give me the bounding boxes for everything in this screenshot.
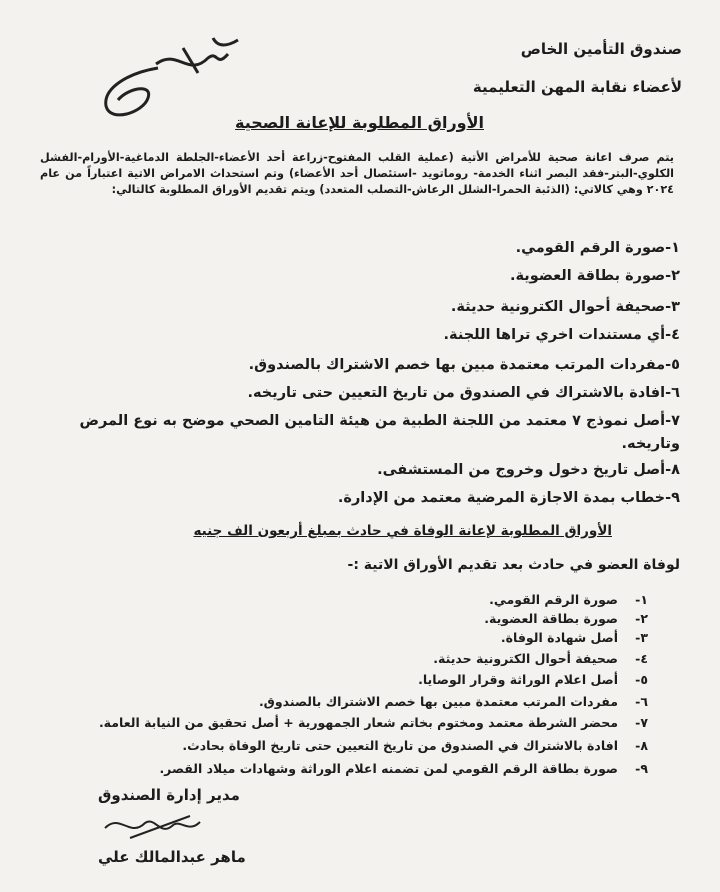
list-item: ٤-أي مستندات اخري تراها اللجنة. bbox=[443, 327, 680, 343]
list-item: ٨-أصل تاريخ دخول وخروج من المستشفى. bbox=[377, 462, 680, 478]
section2-title: الأوراق المطلوبة لإعانة الوفاة في حادث بمبلغ أربعون الف جنيه bbox=[193, 523, 612, 539]
list-item: ٦-مفردات المرتب معتمدة مبين بها خصم الاشتراك بالصندوق. bbox=[258, 694, 648, 709]
section2-subtitle: لوفاة العضو في حادث بعد تقديم الأوراق الاتية :- bbox=[347, 557, 680, 573]
fund-name: صندوق التأمين الخاص bbox=[520, 40, 682, 58]
list-item: ٧-أصل نموذج ٧ معتمد من اللجنة الطبية من هيئة التامين الصحي موضح به نوع المرض bbox=[79, 413, 680, 429]
list-item: ١-صورة الرقم القومي. bbox=[489, 592, 648, 607]
list-item: ٨-افادة بالاشتراك في الصندوق من تاريخ التعيين حتى تاريخ الوفاة بحادث. bbox=[182, 738, 648, 753]
list-item: ٥-مفردات المرتب معتمدة مبين بها خصم الاشتراك بالصندوق. bbox=[248, 357, 680, 373]
list-item: ٣-أصل شهادة الوفاة. bbox=[500, 630, 648, 645]
list-item: ٩-خطاب بمدة الاجازة المرضية معتمد من الإدارة. bbox=[337, 490, 680, 506]
list-item: ٣-صحيفة أحوال الكترونية حديثة. bbox=[450, 299, 680, 315]
signer-role: مدير إدارة الصندوق bbox=[98, 786, 240, 804]
signature-icon bbox=[100, 808, 220, 848]
list-item: ٢-صورة بطاقة العضوية. bbox=[484, 611, 648, 626]
syndicate-name: لأعضاء نقابة المهن التعليمية bbox=[472, 78, 682, 96]
handwritten-annotation-icon bbox=[88, 28, 248, 118]
section1-title: الأوراق المطلوبة للإعانة الصحية bbox=[235, 113, 484, 132]
list-item: ٥-أصل اعلام الوراثة وقرار الوصايا. bbox=[418, 672, 648, 687]
signer-name: ماهر عبدالمالك علي bbox=[98, 848, 246, 866]
list-item: ٩-صورة بطاقة الرقم القومي لمن تضمنه اعلام الوراثة وشهادات ميلاد القصر. bbox=[159, 761, 648, 776]
list-item: ٧-محضر الشرطة معتمد ومختوم بخاتم شعار الجمهورية + أصل تحقيق من النيابة العامة. bbox=[98, 715, 648, 730]
list-item: ٦-افادة بالاشتراك في الصندوق من تاريخ التعيين حتى تاريخه. bbox=[247, 385, 680, 401]
section1-intro: يتم صرف اعانة صحية للأمراض الأتية (عملية القلب المفتوح-زراعة أحد الأعضاء-الجلطة الدماغية-الأورام-الفشل الكلوي-البتر-فقد البصر اثناء الخدمة- روماتويد -استئصال أحد الأعضاء) وتم استحداث الامراض الاتية اعتباراً من عام ٢٠٢٤ وهي كالاتي: (الذئبة الحمرا-الشلل الرعاش-التصلب المتعدد) ويتم تقديم الأوراق المطلوبة كالتالي: bbox=[40, 151, 674, 196]
list-item: ٢-صورة بطاقة العضوية. bbox=[509, 268, 680, 284]
list-item: ١-صورة الرقم القومي. bbox=[515, 240, 680, 256]
list-item: ٤-صحيفة أحوال الكترونية حديثة. bbox=[433, 651, 648, 666]
list-item: وتاريخه. bbox=[621, 436, 680, 452]
